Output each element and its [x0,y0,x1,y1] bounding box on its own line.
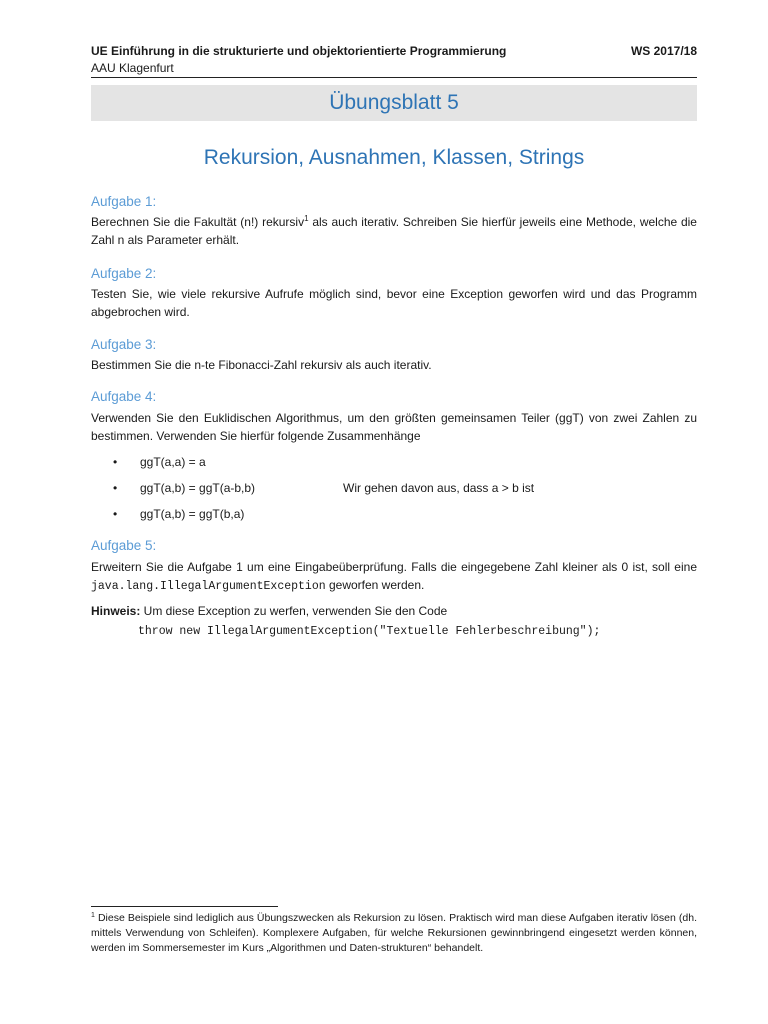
task-5-text [91,558,697,596]
university-label: AAU Klagenfurt [91,61,174,75]
task-1-heading: Aufgabe 1: [91,194,157,209]
list-item-text: ggT(a,b) = ggT(a-b,b) [140,481,256,495]
task-4-heading: Aufgabe 4: [91,389,157,404]
task-1-text [91,213,697,249]
semester-label: WS 2017/18 [630,44,697,58]
task-1-text-part-b: als auch iterativ. Schreiben Sie hierfür jeweils eine Methode, welche die Zahl n als Parameter erhält. [91,215,697,247]
hint-body: Um diese Exception zu werfen, verwenden Sie den Code [140,604,448,618]
code-block: throw new IllegalArgumentException("Textuelle Fehlerbeschreibung"); [138,625,601,638]
footnote [91,911,697,956]
list-item-text: ggT(a,a) = a [140,455,206,469]
task-3-text: Bestimmen Sie die n-te Fibonacci-Zahl rekursiv als auch iterativ. [91,358,432,372]
course-title: UE Einführung in die strukturierte und objektorientierte Programmierung [91,44,507,58]
task-4-text: Verwenden Sie den Euklidischen Algorithmus, um den größten gemeinsamen Teiler (ggT) von zwei Zahlen zu bestimmen. Verwenden Sie hierfür folgende Zusammenhänge [91,411,697,443]
task-1-text-part-a: Berechnen Sie die Fakultät (n!) rekursiv [91,215,305,229]
task-5-text-part-a: Erweitern Sie die Aufgabe 1 um eine Eingabeüberprüfung. Falls die eingegebene Zahl kleiner als 0 ist, soll eine [91,560,697,574]
bullet-icon: • [113,481,118,495]
task-5-text-part-b: geworfen werden. [325,578,425,592]
task-3-heading: Aufgabe 3: [91,337,157,352]
inline-code: java.lang.IllegalArgumentException [91,580,326,593]
bullet-icon: • [113,507,118,521]
hint-label: Hinweis: [91,604,141,618]
list-item-text: ggT(a,b) = ggT(b,a) [140,507,245,521]
page-subtitle: Rekursion, Ausnahmen, Klassen, Strings [203,146,585,169]
task-2-text: Testen Sie, wie viele rekursive Aufrufe möglich sind, bevor eine Exception geworfen wird und das Programm abgebrochen wird. [91,287,697,319]
footnote-text: Diese Beispiele sind lediglich aus Übungszwecken als Rekursion zu lösen. Praktisch wird man diese Aufgaben iterativ lösen (dh. mittels Verwendung von Schleifen). Komplexere Aufgaben, für welche Rekursionen gewinnbringend eingesetzt werden können, werden im Sommersemester im Kurs „Algorithmen und Daten-strukturen“ behandelt. [91,912,697,954]
footnote-number: 1 [91,912,95,919]
hint-text [91,602,697,620]
footnote-ref: 1 [304,214,309,223]
footnote-divider [91,906,278,907]
header-divider [91,77,697,78]
page-title: Übungsblatt 5 [91,85,697,121]
page-header [91,44,697,58]
bullet-note: Wir gehen davon aus, dass a > b ist [343,481,535,495]
bullet-icon: • [113,455,118,469]
task-2-heading: Aufgabe 2: [91,266,157,281]
task-5-heading: Aufgabe 5: [91,538,157,553]
